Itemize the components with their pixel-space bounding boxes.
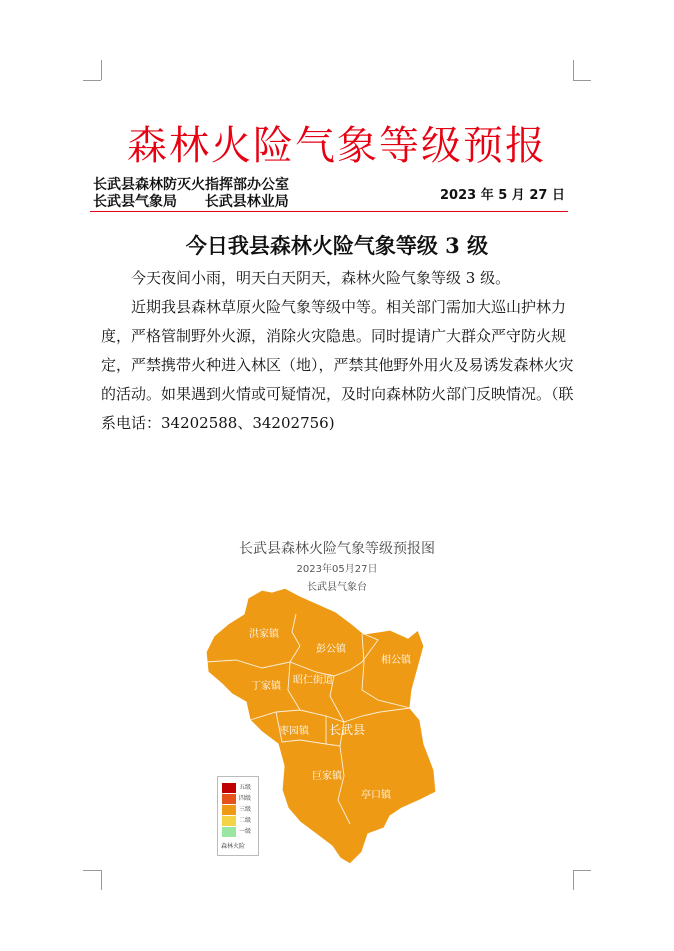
town-label-tingkou: 亭口镇 [361, 790, 391, 801]
town-label-zaoyuan: 枣园镇 [279, 726, 309, 737]
paragraph-weather: 今天夜间小雨，明天白天阴天，森林火险气象等级 3 级。 [131, 269, 511, 287]
legend-item-level-4 [222, 794, 256, 804]
map-title: 长武县森林火险气象等级预报图 [239, 541, 435, 557]
legend-swatch [222, 794, 236, 804]
issuer-line-1: 长武县森林防灭火指挥部办公室 [93, 177, 289, 193]
legend-item-level-3 [222, 805, 256, 815]
issue-date: 2023 年 5 月 27 日 [440, 188, 565, 203]
legend-title: 森林火险 [221, 843, 246, 850]
document-title: 森林火险气象等级预报 [127, 123, 547, 169]
town-label-hongjia: 洪家镇 [249, 629, 279, 640]
town-label-jujia: 巨家镇 [312, 771, 342, 782]
paragraph-advisory: 近期我县森林草原火险气象等级中等。相关部门需加大巡山护林力度，严格管制野外火源，消除火灾隐患。同时提请广大群众严守防火规定，严禁携带火种进入林区（地），严禁其他野外用火及易诱发森林火灾的活动。如果遇到火情或可疑情况，及时向森林防火部门反映情况。（联系电话：34202588、34202756) [101, 298, 574, 432]
legend-label: 四级 [239, 795, 252, 802]
town-label-dingjia: 丁家镇 [251, 681, 281, 692]
town-label-xianggong: 相公镇 [381, 655, 411, 666]
legend-item-level-1 [222, 827, 256, 837]
legend-swatch [222, 816, 236, 826]
legend-label: 一级 [239, 828, 252, 835]
map-org: 长武县气象台 [307, 582, 367, 593]
town-label-zhaoren: 昭仁街道 [293, 675, 333, 686]
county-label-changwu: 长武县 [328, 723, 366, 737]
legend-item-level-2 [222, 816, 256, 826]
issuer-forestry-bureau: 长武县林业局 [204, 194, 289, 210]
legend-label: 三级 [239, 806, 252, 813]
town-label-penggong: 彭公镇 [316, 644, 346, 655]
legend-label: 五级 [239, 784, 252, 791]
map-legend [217, 776, 259, 856]
map-date: 2023年05月27日 [296, 564, 378, 575]
legend-swatch [222, 783, 236, 793]
legend-swatch [222, 805, 236, 815]
headline: 今日我县森林火险气象等级 3 级 [185, 233, 489, 258]
legend-swatch [222, 827, 236, 837]
legend-label: 二级 [239, 817, 252, 824]
issuer-meteorology-bureau: 长武县气象局 [93, 194, 177, 210]
legend-item-level-5 [222, 783, 256, 793]
